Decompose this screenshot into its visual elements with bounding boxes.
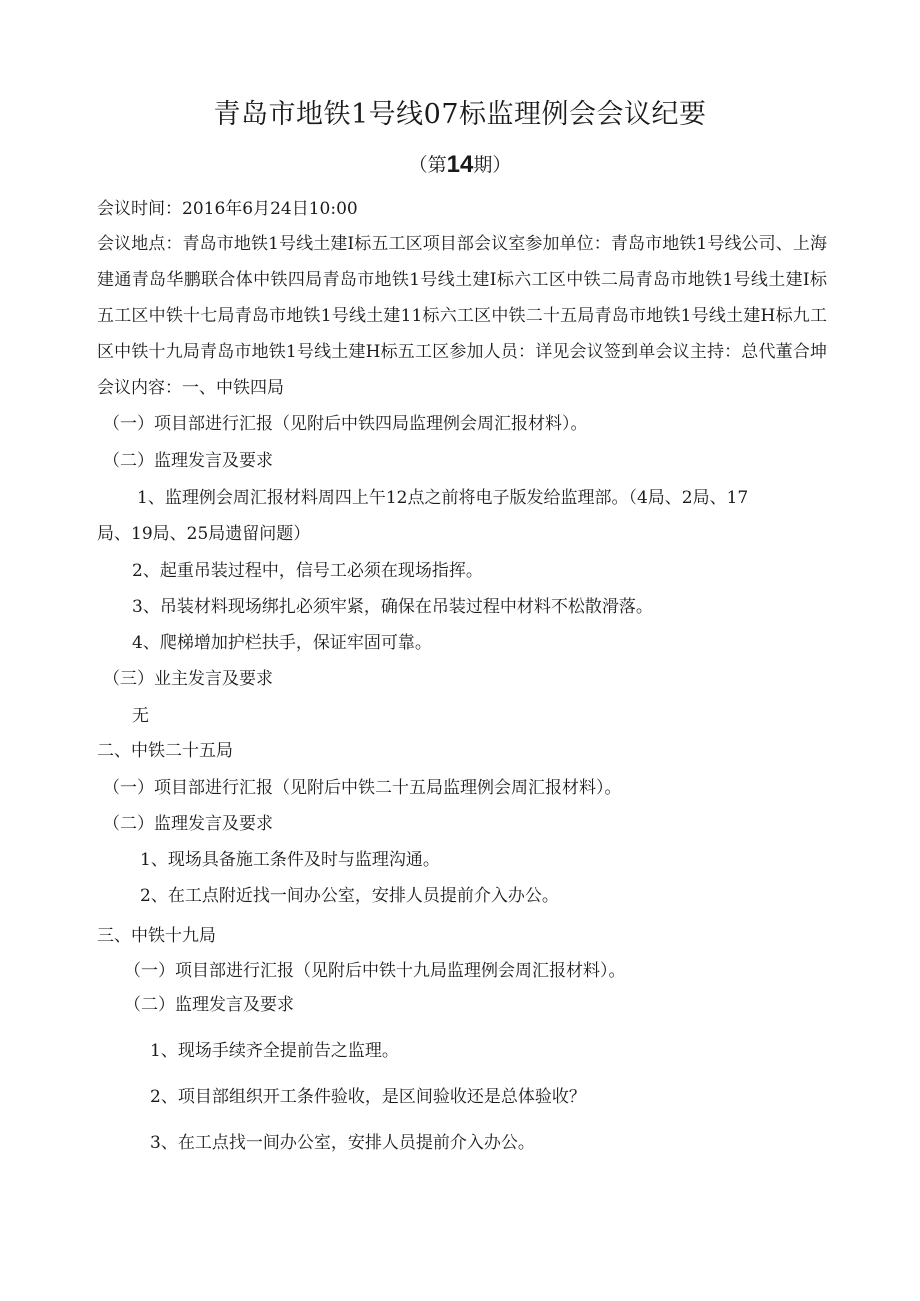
meeting-time: 会议时间：2016年6月24日10:00	[97, 199, 358, 219]
section-1-item-3: 3、吊装材料现场绑扎必须牢紧，确保在吊装过程中材料不松散滑落。	[132, 597, 653, 617]
issue-number: 14	[446, 151, 474, 178]
section-3-subsection-1: （一）项目部进行汇报（见附后中铁十九局监理例会周汇报材料）。	[124, 961, 626, 981]
issue-number-line	[0, 150, 920, 179]
section-3-item-1: 1、现场手续齐全提前告之监理。	[150, 1041, 399, 1061]
section-1-item-2: 2、起重吊装过程中，信号工必须在现场指挥。	[132, 561, 483, 581]
section-1-item-4: 4、爬梯增加护栏扶手，保证牢固可靠。	[132, 633, 432, 653]
issue-suffix: 期）	[473, 154, 512, 176]
section-2-subsection-1: （一）项目部进行汇报（见附后中铁二十五局监理例会周汇报材料）。	[103, 778, 622, 798]
section-1-subsection-3: （三）业主发言及要求	[103, 669, 273, 689]
section-3-item-3: 3、在工点找一间办公室，安排人员提前介入办公。	[150, 1133, 535, 1153]
section-1-item-1-line-1: 1、监理例会周汇报材料周四上午12点之前将电子版发给监理部。（4局、2局、17	[137, 488, 749, 508]
document-title: 青岛市地铁1号线07标监理例会会议纪要	[213, 99, 707, 130]
section-1-subsection-1: （一）项目部进行汇报（见附后中铁四局监理例会周汇报材料）。	[103, 414, 588, 434]
section-2-item-1: 1、现场具备施工条件及时与监理沟通。	[140, 850, 440, 870]
section-3-subsection-2: （二）监理发言及要求	[124, 995, 294, 1015]
issue-prefix: （第	[408, 154, 447, 176]
meeting-info-paragraph: 会议地点：青岛市地铁1号线土建Ⅰ标五工区项目部会议室参加单位：青岛市地铁1号线公司、上海建通青岛华鹏联合体中铁四局青岛市地铁1号线土建Ⅰ标六工区中铁二局青岛市地铁1号线土建Ⅰ标五工区中铁十七局青岛市地铁1号线土建11标六工区中铁二十五局青岛市地铁1号线土建H标九工区中铁十九局青岛市地铁1号线土建H标五工区参加人员：详见会议签到单会议主持：总代董合坤会议内容：一、中铁四局	[97, 234, 827, 398]
section-2-item-2: 2、在工点附近找一间办公室，安排人员提前介入办公。	[140, 886, 559, 906]
section-1-subsection-2: （二）监理发言及要求	[103, 451, 273, 471]
section-1-item-1-line-2: 局、19局、25局遗留问题）	[97, 524, 311, 544]
section-2-subsection-2: （二）监理发言及要求	[103, 814, 273, 834]
section-3-heading: 三、中铁十九局	[97, 926, 216, 946]
section-2-heading: 二、中铁二十五局	[97, 741, 233, 761]
section-1-subsection-3-body: 无	[132, 706, 149, 726]
section-3-item-2: 2、项目部组织开工条件验收，是区间验收还是总体验收？	[150, 1087, 586, 1107]
